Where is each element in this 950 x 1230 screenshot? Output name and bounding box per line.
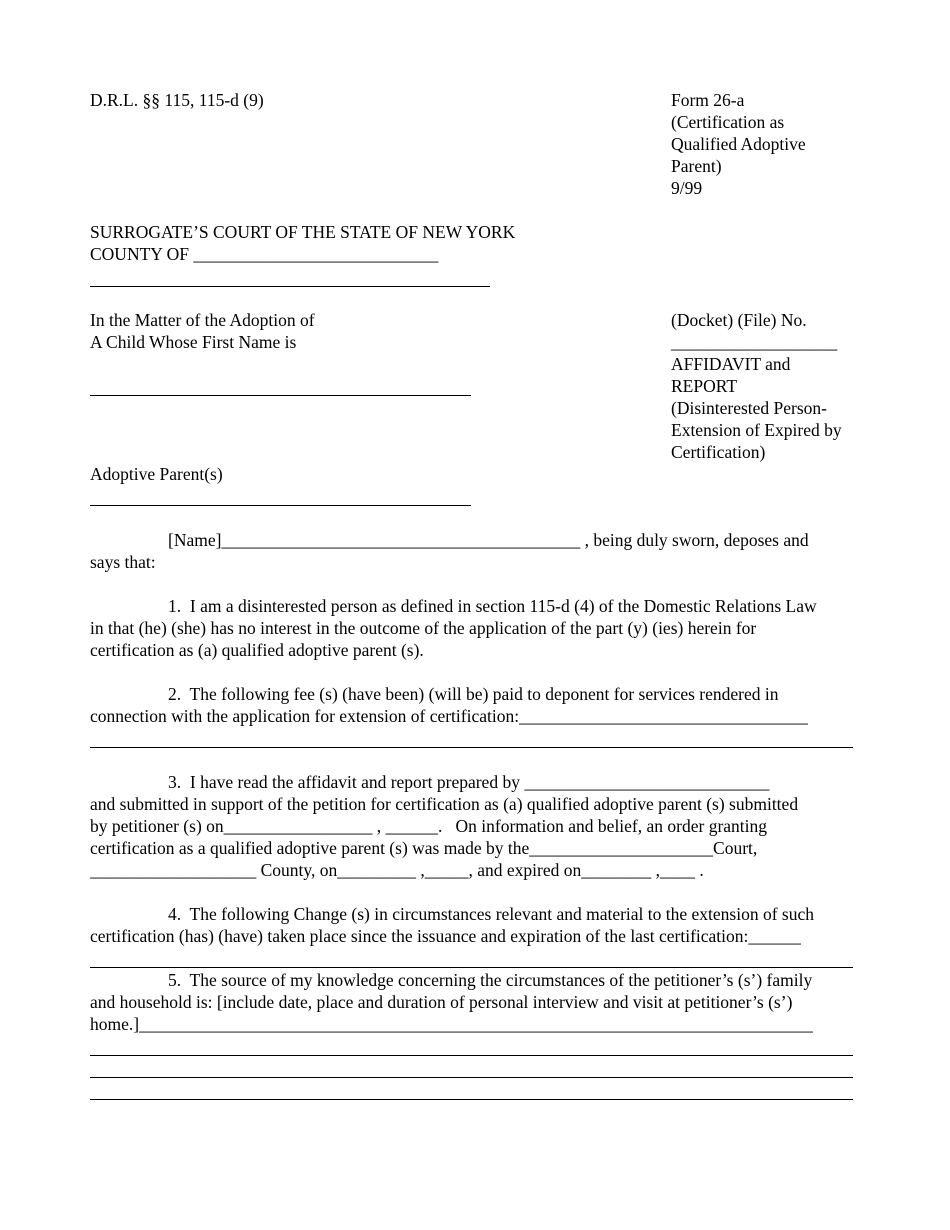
knowledge-blank-line[interactable] <box>90 1099 853 1100</box>
adoptive-parents-label: Adoptive Parent(s) <box>90 464 223 484</box>
knowledge-blank-line[interactable] <box>90 1077 853 1078</box>
paragraph-4[interactable]: certification (has) (have) taken place since the issuance and expiration of the last certification:______ <box>90 926 801 946</box>
matter-heading-child: A Child Whose First Name is <box>90 332 297 352</box>
document-title: AFFIDAVIT and <box>671 354 791 374</box>
change-blank-line[interactable] <box>90 967 853 968</box>
caption-bottom-rule <box>90 505 471 506</box>
deponent-name-line[interactable]: [Name]_________________________________________ , being duly sworn, deposes and <box>168 530 809 550</box>
county-line: COUNTY OF ____________________________ <box>90 244 439 264</box>
docket-number-field[interactable]: ___________________ <box>671 332 838 352</box>
child-name-field[interactable] <box>90 395 471 396</box>
court-name: SURROGATE’S COURT OF THE STATE OF NEW YORK <box>90 222 516 242</box>
form-description-line: (Certification as <box>671 112 785 132</box>
paragraph-3[interactable]: by petitioner (s) on_________________ , ______. On information and belief, an order granting <box>90 816 768 836</box>
form-number: Form 26-a <box>671 90 745 110</box>
paragraph-3[interactable]: 3. I have read the affidavit and report prepared by ____________________________ <box>168 772 770 792</box>
form-description-line: Qualified Adoptive <box>671 134 806 154</box>
paragraph-1: 1. I am a disinterested person as defined in section 115-d (4) of the Domestic Relations Law <box>168 596 817 616</box>
caption-top-rule <box>90 286 490 287</box>
document-subtitle: Extension of Expired by <box>671 420 842 440</box>
paragraph-5[interactable]: home.]_____________________________________________________________________________ <box>90 1014 813 1034</box>
form-description-line: Parent) <box>671 156 722 176</box>
document-subtitle: (Disinterested Person- <box>671 398 828 418</box>
paragraph-3[interactable]: certification as a qualified adoptive parent (s) was made by the_____________________Court, <box>90 838 758 858</box>
paragraph-3[interactable]: ___________________ County, on_________ ,_____, and expired on________ ,____ . <box>90 860 704 880</box>
paragraph-2: 2. The following fee (s) (have been) (will be) paid to deponent for services rendered in <box>168 684 779 704</box>
paragraph-3: and submitted in support of the petition for certification as (a) qualified adoptive parent (s) submitted <box>90 794 799 814</box>
paragraph-5: 5. The source of my knowledge concerning the circumstances of the petitioner’s (s’) family <box>168 970 813 990</box>
matter-heading: In the Matter of the Adoption of <box>90 310 315 330</box>
intro-text: says that: <box>90 552 156 572</box>
knowledge-blank-line[interactable] <box>90 1055 853 1056</box>
statute-reference: D.R.L. §§ 115, 115-d (9) <box>90 90 264 110</box>
docket-label: (Docket) (File) No. <box>671 310 807 330</box>
document-title: REPORT <box>671 376 738 396</box>
document-subtitle: Certification) <box>671 442 766 462</box>
paragraph-4: 4. The following Change (s) in circumstances relevant and material to the extension of such <box>168 904 815 924</box>
fee-blank-line[interactable] <box>90 747 853 748</box>
form-date: 9/99 <box>671 178 703 198</box>
paragraph-5: and household is: [include date, place and duration of personal interview and visit at petitioner’s (s’) <box>90 992 793 1012</box>
paragraph-1: in that (he) (she) has no interest in the outcome of the application of the part (y) (ies) herein for <box>90 618 757 638</box>
paragraph-1: certification as (a) qualified adoptive parent (s). <box>90 640 424 660</box>
fee-field-line[interactable]: connection with the application for extension of certification:_________________________________ <box>90 706 808 726</box>
